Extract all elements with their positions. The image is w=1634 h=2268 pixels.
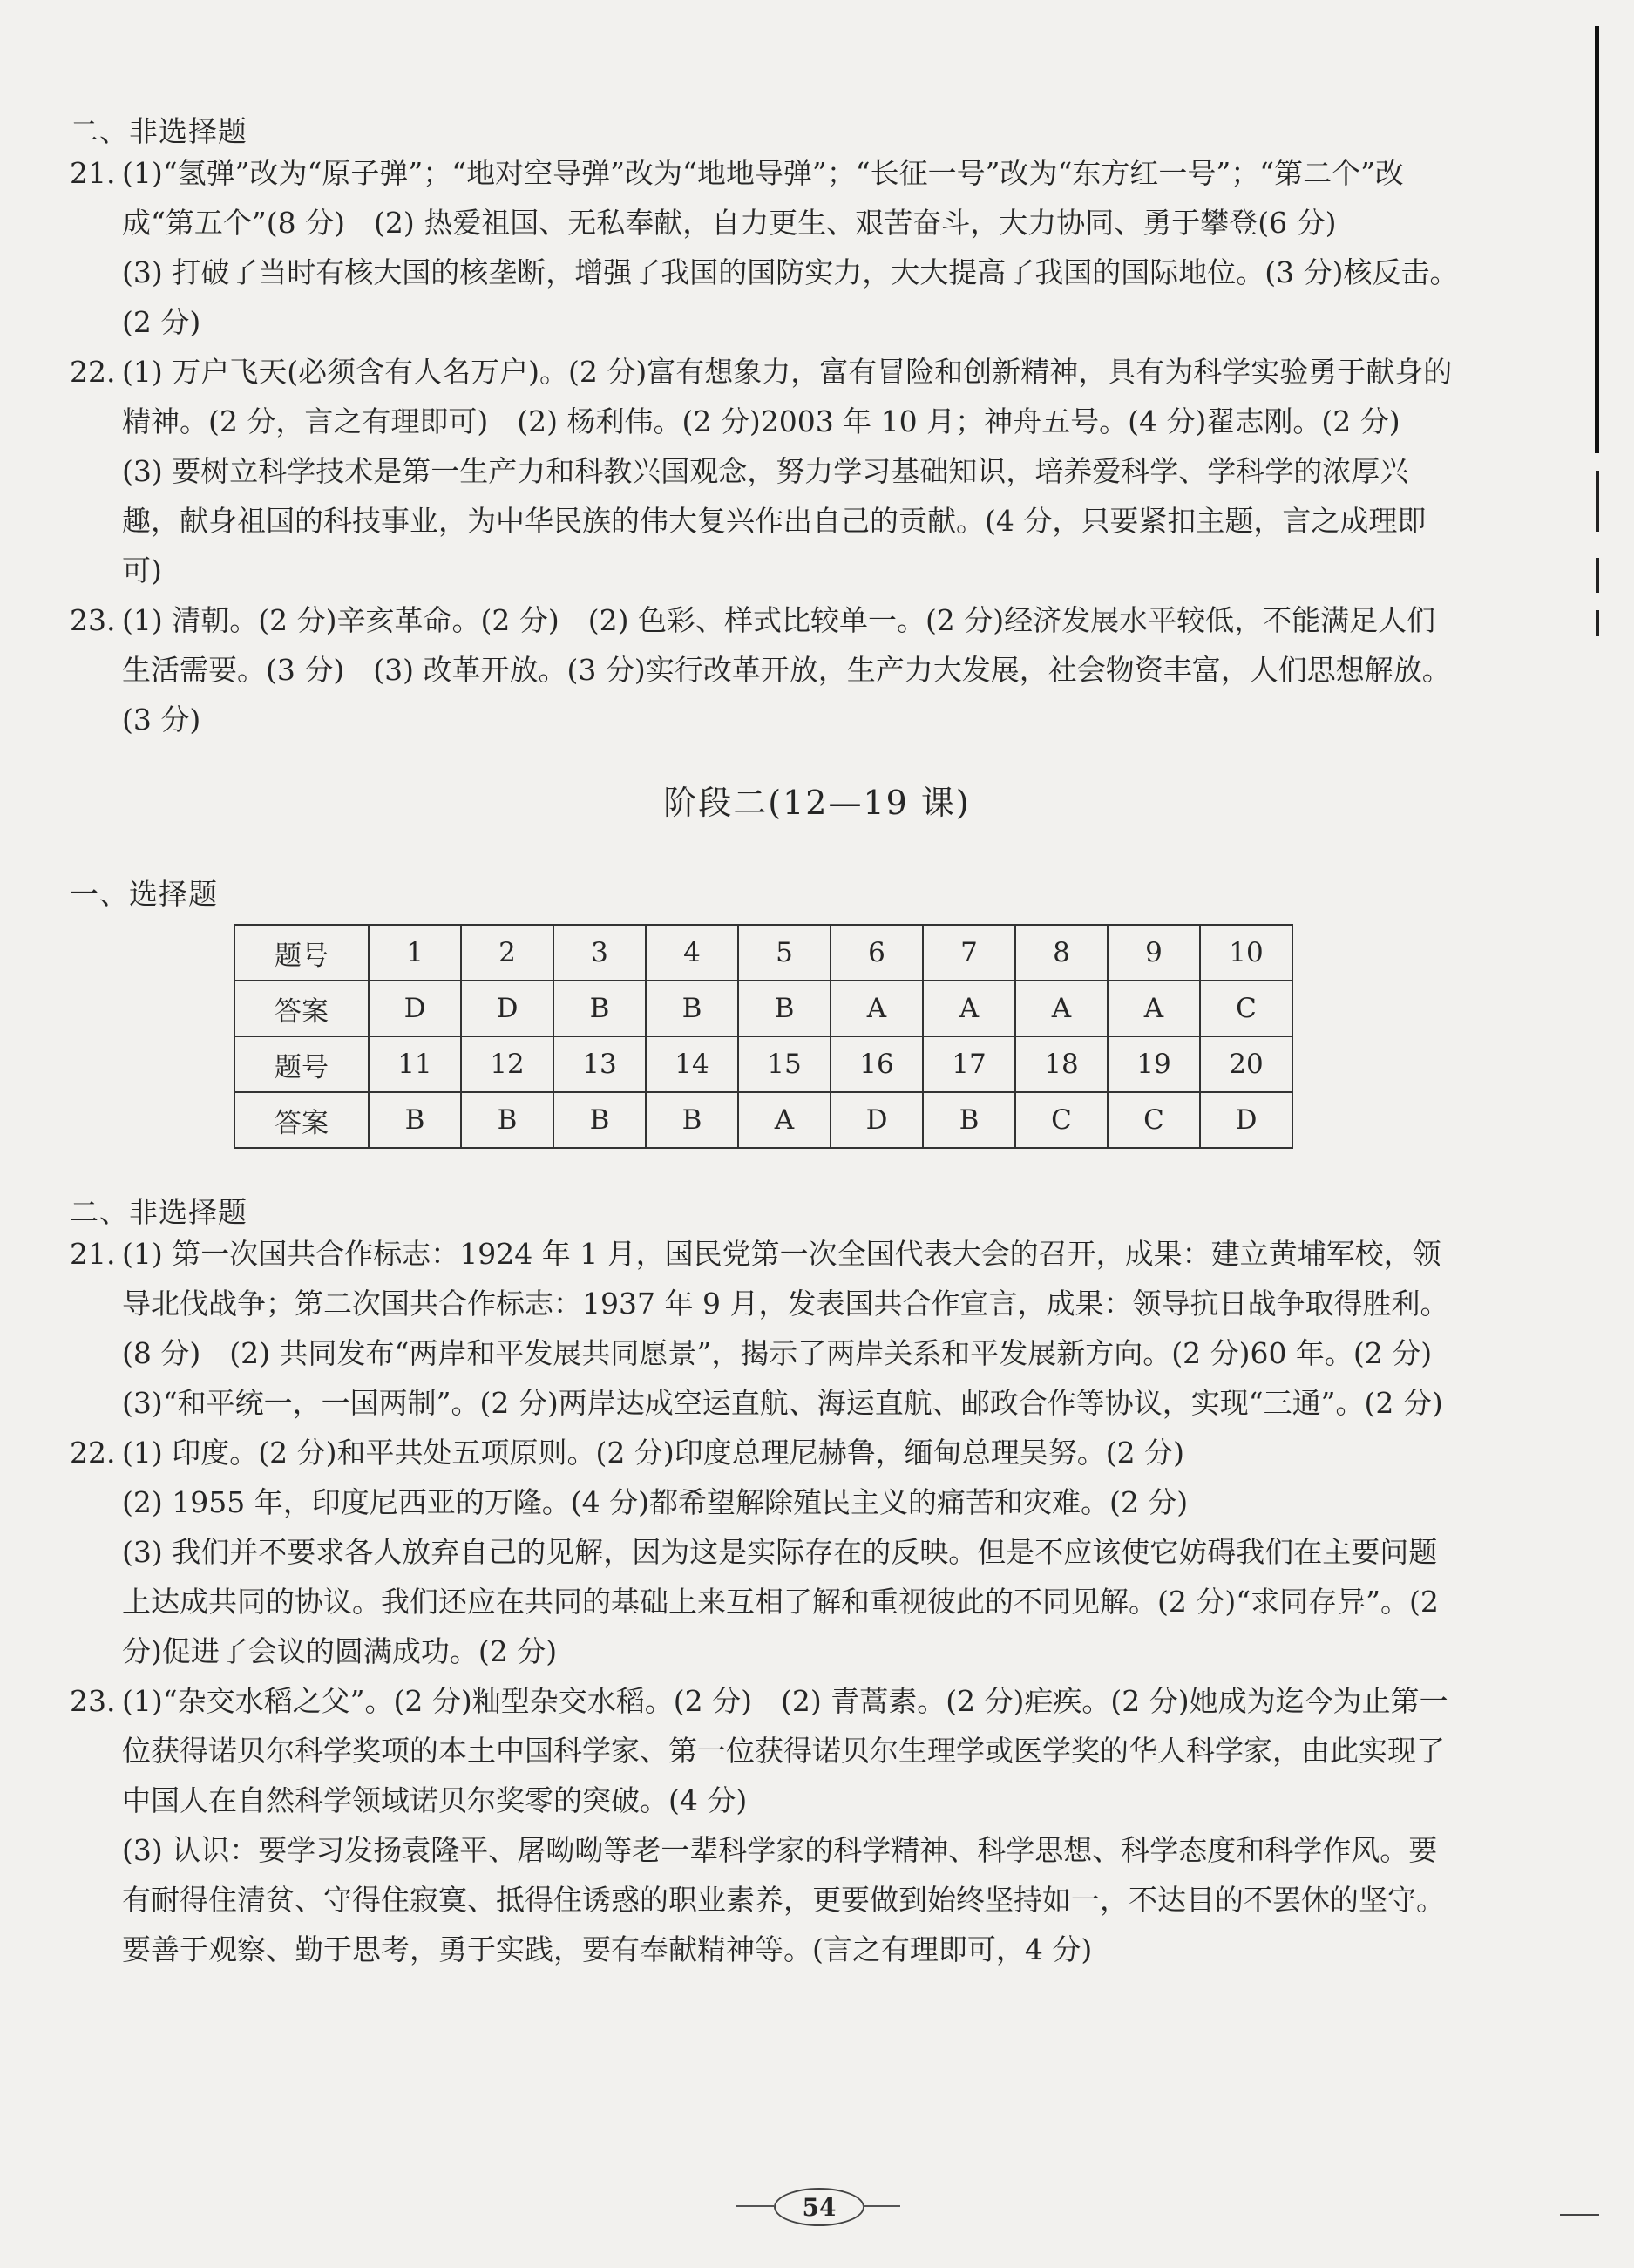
table-cell: 14	[646, 1036, 738, 1092]
question-number: 22.	[70, 1436, 116, 1470]
table-cell: 1	[369, 925, 461, 981]
table-cell: D	[831, 1092, 923, 1148]
footer-rule	[863, 2205, 900, 2207]
question-23	[70, 595, 1464, 744]
table-cell: 9	[1108, 925, 1200, 981]
footer-rule	[736, 2205, 774, 2207]
answers-block-2	[70, 1229, 1464, 1974]
table-row	[234, 1092, 1292, 1148]
table-cell: 19	[1108, 1036, 1200, 1092]
question-21	[70, 1229, 1464, 1428]
question-number: 23.	[70, 603, 116, 637]
table-cell: B	[738, 981, 831, 1036]
answer-line: (1) 万户飞天(必须含有人名万户)。(2 分)富有想象力，富有冒险和创新精神，具有为科学实验勇于献身的精神。(2 分，言之有理即可) (2) 杨利伟。(2 分)2003 年 10 月；神舟五号。(4 分)翟志刚。(2 分) (3) 要树立科学技术是第一生产力和科教兴国观念，努力学习基础知识，培养爱科学、学科学的浓厚兴趣，献身祖国的科技事业，为中华民族的伟大复兴作出自己的贡献。(4 分，只要紧扣主题，言之成理即可)	[122, 355, 1453, 587]
table-cell: 5	[738, 925, 831, 981]
table-cell: 11	[369, 1036, 461, 1092]
table-cell: C	[1108, 1092, 1200, 1148]
page-number: 54	[774, 2188, 864, 2226]
binding-edge-dash	[1596, 610, 1599, 636]
table-cell: B	[369, 1092, 461, 1148]
table-cell: C	[1015, 1092, 1108, 1148]
table-cell: 3	[553, 925, 646, 981]
table-cell: 16	[831, 1036, 923, 1092]
table-cell: 15	[738, 1036, 831, 1092]
table-cell: D	[369, 981, 461, 1036]
answer-line: (3) 打破了当时有核大国的核垄断，增强了我国的国防实力，大大提高了我国的国际地位。(3 分)核反击。(2 分)	[122, 255, 1459, 339]
answer-line: (3) 我们并不要求各人放弃自己的见解，因为这是实际存在的反映。但是不应该使它妨碍我们在主要问题上达成共同的协议。我们还应在共同的基础上来互相了解和重视彼此的不同见解。(2 分)“求同存异”。(2 分)促进了会议的圆满成功。(2 分)	[122, 1535, 1439, 1668]
table-cell: B	[553, 1092, 646, 1148]
question-number: 21.	[70, 1237, 116, 1271]
table-cell: 12	[461, 1036, 553, 1092]
question-23	[70, 1676, 1464, 1974]
answer-line: (2) 1955 年，印度尼西亚的万隆。(4 分)都希望解除殖民主义的痛苦和灾难。(2 分)	[122, 1485, 1189, 1519]
answer-line: (1) 第一次国共合作标志：1924 年 1 月，国民党第一次全国代表大会的召开，成果：建立黄埔军校，领导北伐战争；第二次国共合作标志：1937 年 9 月，发表国共合作宣言，成果：领导抗日战争取得胜利。(8 分) (2) 共同发布“两岸和平发展共同愿景”，揭示了两岸关系和平发展新方向。(2 分)60 年。(2 分) (3)“和平统一，一国两制”。(2 分)两岸达成空运直航、海运直航、邮政合作等协议，实现“三通”。(2 分)	[122, 1237, 1461, 1420]
table-cell: 答案	[234, 1092, 369, 1148]
table-cell: 13	[553, 1036, 646, 1092]
table-cell: D	[1200, 1092, 1292, 1148]
question-number: 22.	[70, 355, 116, 389]
table-cell: 10	[1200, 925, 1292, 981]
table-cell: 7	[923, 925, 1015, 981]
section-heading-choice: 一、选择题	[70, 877, 218, 911]
answer-line: (1)“氢弹”改为“原子弹”；“地对空导弹”改为“地地导弹”；“长征一号”改为“东方红一号”；“第二个”改成“第五个”(8 分) (2) 热爱祖国、无私奉献，自力更生、艰苦奋斗，大力协同、勇于攀登(6 分)	[122, 156, 1404, 240]
table-cell: A	[738, 1092, 831, 1148]
table-cell: A	[1108, 981, 1200, 1036]
table-cell: 8	[1015, 925, 1108, 981]
table-cell: 题号	[234, 925, 369, 981]
table-cell: 6	[831, 925, 923, 981]
question-22	[70, 1428, 1464, 1676]
table-cell: A	[923, 981, 1015, 1036]
table-row	[234, 981, 1292, 1036]
table-row	[234, 1036, 1292, 1092]
table-cell: A	[1015, 981, 1108, 1036]
section-heading-nonchoice-2: 二、非选择题	[70, 1195, 247, 1229]
table-cell: 4	[646, 925, 738, 981]
table-cell: 2	[461, 925, 553, 981]
answer-line: (3) 认识：要学习发扬袁隆平、屠呦呦等老一辈科学家的科学精神、科学思想、科学态度和科学作风。要有耐得住清贫、守得住寂寞、抵得住诱惑的职业素养，更要做到始终坚持如一，不达目的不罢休的坚守。要善于观察、勤于思考，勇于实践，要有奉献精神等。(言之有理即可，4 分)	[122, 1833, 1445, 1966]
table-cell: C	[1200, 981, 1292, 1036]
answer-table	[234, 924, 1293, 1149]
answer-line: (1) 清朝。(2 分)辛亥革命。(2 分) (2) 色彩、样式比较单一。(2 分)经济发展水平较低，不能满足人们生活需要。(3 分) (3) 改革开放。(3 分)实行改革开放，生产力大发展，社会物资丰富，人们思想解放。(3 分)	[122, 603, 1451, 737]
question-number: 21.	[70, 156, 116, 190]
corner-rule	[1560, 2214, 1599, 2216]
stage-title: 阶段二(12—19 课)	[663, 784, 971, 822]
table-cell: 题号	[234, 1036, 369, 1092]
table-cell: B	[646, 1092, 738, 1148]
answer-line: (1)“杂交水稻之父”。(2 分)籼型杂交水稻。(2 分) (2) 青蒿素。(2 分)疟疾。(2 分)她成为迄今为止第一位获得诺贝尔科学奖项的本土中国科学家、第一位获得诺贝尔生理学或医学奖的华人科学家，由此实现了中国人在自然科学领域诺贝尔奖零的突破。(4 分)	[122, 1684, 1448, 1817]
table-cell: B	[553, 981, 646, 1036]
table-cell: B	[923, 1092, 1015, 1148]
question-22	[70, 347, 1464, 595]
question-21	[70, 148, 1464, 347]
table-row	[234, 925, 1292, 981]
table-cell: B	[461, 1092, 553, 1148]
table-cell: 17	[923, 1036, 1015, 1092]
table-cell: A	[831, 981, 923, 1036]
binding-edge-dash	[1596, 471, 1599, 532]
table-cell: 20	[1200, 1036, 1292, 1092]
answer-line: (1) 印度。(2 分)和平共处五项原则。(2 分)印度总理尼赫鲁，缅甸总理吴努。(2 分)	[122, 1436, 1184, 1470]
table-cell: 答案	[234, 981, 369, 1036]
question-number: 23.	[70, 1684, 116, 1718]
table-cell: B	[646, 981, 738, 1036]
answers-block-1	[70, 148, 1464, 744]
binding-edge-dash	[1596, 558, 1599, 593]
binding-edge-line	[1595, 26, 1599, 453]
table-cell: 18	[1015, 1036, 1108, 1092]
table-cell: D	[461, 981, 553, 1036]
section-heading-nonchoice-1: 二、非选择题	[70, 114, 247, 148]
